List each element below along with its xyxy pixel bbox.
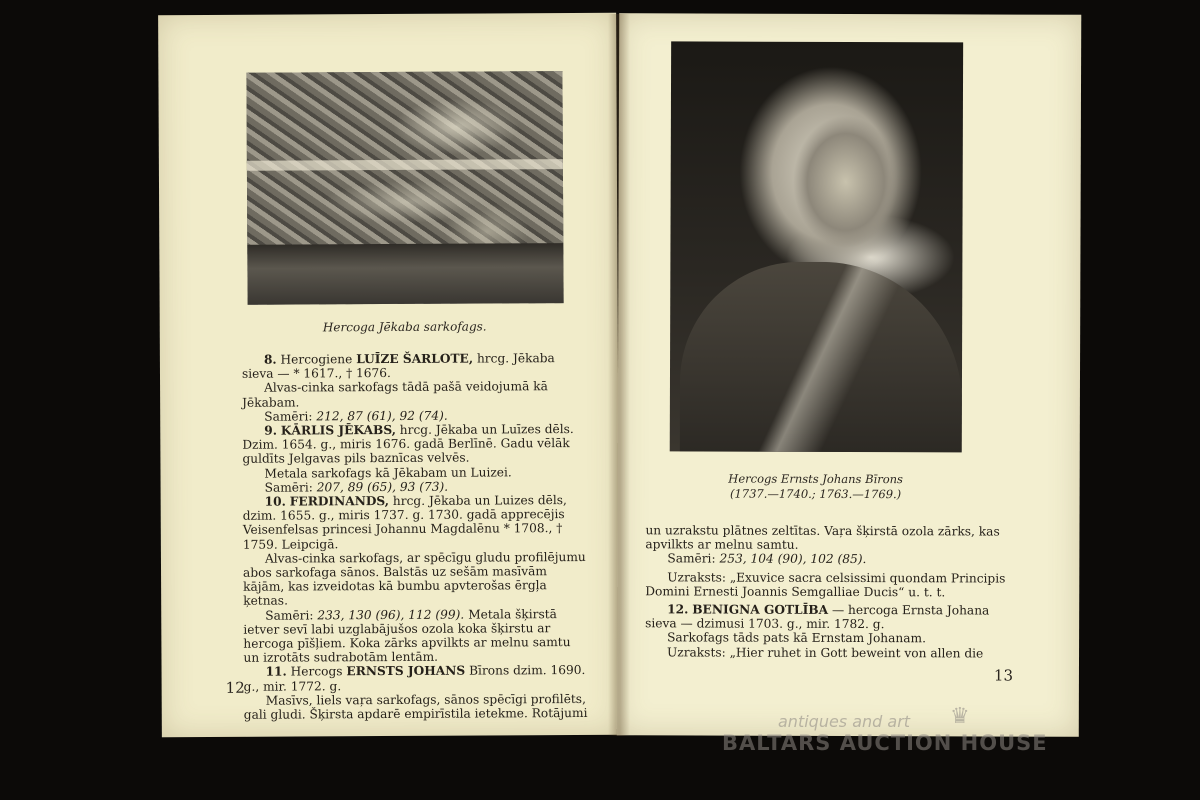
portrait-caption	[670, 471, 962, 502]
photo-detail	[680, 261, 963, 452]
samere-label: Samēri:	[667, 551, 716, 566]
samere-refs: 233, 130 (96), 112 (99).	[317, 607, 465, 623]
page-number: 12	[225, 678, 245, 697]
entry-body: Metala sarkofags kā Jēkabam un Luizei.	[264, 464, 512, 481]
caption-line: Hercogs Ernsts Johans Bīrons	[728, 471, 903, 487]
samere-refs: 253, 104 (90), 102 (85).	[719, 551, 867, 567]
entry-10	[243, 493, 588, 552]
samere-line	[645, 552, 1013, 567]
entry-name: BENIGNA GOTLĪBA	[692, 602, 829, 617]
right-body-text	[645, 523, 1013, 660]
samere-label: Samēri:	[265, 608, 314, 623]
entry-body: Alvas-cinka sarkofags, ar spēcīgu gludu profilējumu abos sarkofaga sānos. Balstās uz sešām masīvām kājām, kas izveidotas kā bumbu apvterošas ērgļa ķetnas.	[242, 549, 586, 609]
left-page	[158, 13, 620, 737]
entry-name: KĀRLIS JĒKABS,	[280, 422, 396, 438]
book-gutter	[608, 14, 630, 736]
entry-prefix: Hercogs	[290, 664, 343, 679]
watermark-tagline: antiques and art	[778, 712, 911, 731]
watermark	[722, 704, 1122, 755]
entry-number: 8.	[263, 352, 277, 367]
photo-detail	[247, 159, 563, 171]
inscription-text: Uzraksts: „Hier ruhet in Gott beweint von allen die	[667, 644, 984, 661]
caption-dates: (1737.—1740.; 1763.—1769.)	[729, 486, 902, 502]
samere-refs: 207, 89 (65), 93 (73).	[316, 479, 449, 495]
entry-name: LUĪZE ŠARLOTE,	[356, 351, 474, 367]
entry-11	[244, 663, 589, 693]
samere-refs: 212, 87 (61), 92 (74).	[316, 408, 448, 424]
right-page	[617, 13, 1082, 737]
samere-line	[243, 607, 588, 666]
watermark-brand: BALTARS AUCTION HOUSE	[722, 731, 1048, 755]
samere-label: Samēri:	[264, 480, 313, 495]
entry-text: Bīrons dzim. 1690. g., mir. 1772. g.	[243, 663, 586, 694]
entry-8	[242, 351, 587, 381]
sarcophagus-photo	[246, 71, 563, 305]
entry-number: 9.	[264, 423, 278, 438]
samere-label: Samēri:	[264, 409, 313, 424]
entry-text: hrcg. Jēkaba un Luizes dēls, dzim. 1655. g., miris 1737. g. 1730. gadā apprecējis Veisenfelsas princesi Johannu Magdalēnu * 1708., † 1759. Leipcigā.	[242, 493, 567, 552]
entry-text: hrcg. Jēkaba sieva — * 1617., † 1676.	[241, 351, 555, 381]
entry-number: 10.	[264, 494, 286, 509]
inscription-text: Uzraksts: „Exuvice sacra celsissimi quondam Principis Domini Ernesti Joannis Semgalliae Ducis“ u. t. t.	[645, 569, 1006, 600]
entry-number: 12.	[667, 602, 689, 617]
entry-text: Metala šķirstā ietver sevī labi uzglabājušos ozola koka šķirstu ar hercoga pīšļiem. Koka zārks apvilkts ar melnu samtu un izrotāts sudrabotām lentām.	[243, 606, 571, 666]
entry-9	[242, 422, 587, 466]
entry-body: Sarkofags tāds pats kā Ernstam Johanam.	[667, 630, 926, 646]
entry-name: FERDINANDS,	[289, 494, 390, 509]
entry-text: hrcg. Jēkaba un Luīzes dēls. Dzim. 1654. g., miris 1676. gadā Berlīnē. Gadu vēlāk guldīts Jelgavas pils baznīcas velvēs.	[242, 422, 574, 467]
left-body-text	[242, 351, 589, 722]
left-photo-caption: Hercoga Jēkaba sarkofags.	[322, 319, 487, 335]
entry-name: ERNSTS JOHANS	[346, 664, 466, 679]
crown-icon: ♛	[950, 704, 970, 729]
entry-body: Masīvs, liels vaŗa sarkofags, sānos spēcīgi profilēts, gali gludi. Šķirsta apdarē empirīstila ietekme. Rotājumi	[243, 691, 588, 722]
entry-body: Alvas-cinka sarkofags tādā pašā veidojumā kā Jēkabam.	[242, 379, 548, 410]
portrait-photo	[670, 41, 963, 452]
page-number: 13	[993, 666, 1014, 685]
continuation-text: un uzrakstu plātnes zeltītas. Vaŗa šķirstā ozola zārks, kas apvilkts ar melnu samtu.	[645, 523, 1000, 553]
entry-number: 11.	[265, 665, 287, 680]
entry-12	[645, 602, 1013, 632]
entry-prefix: Hercogiene	[280, 352, 353, 367]
entry-text: — hercoga Ernsta Johana sieva — dzimusi 1703. g., mir. 1782. g.	[645, 602, 990, 632]
photo-detail	[247, 243, 563, 305]
